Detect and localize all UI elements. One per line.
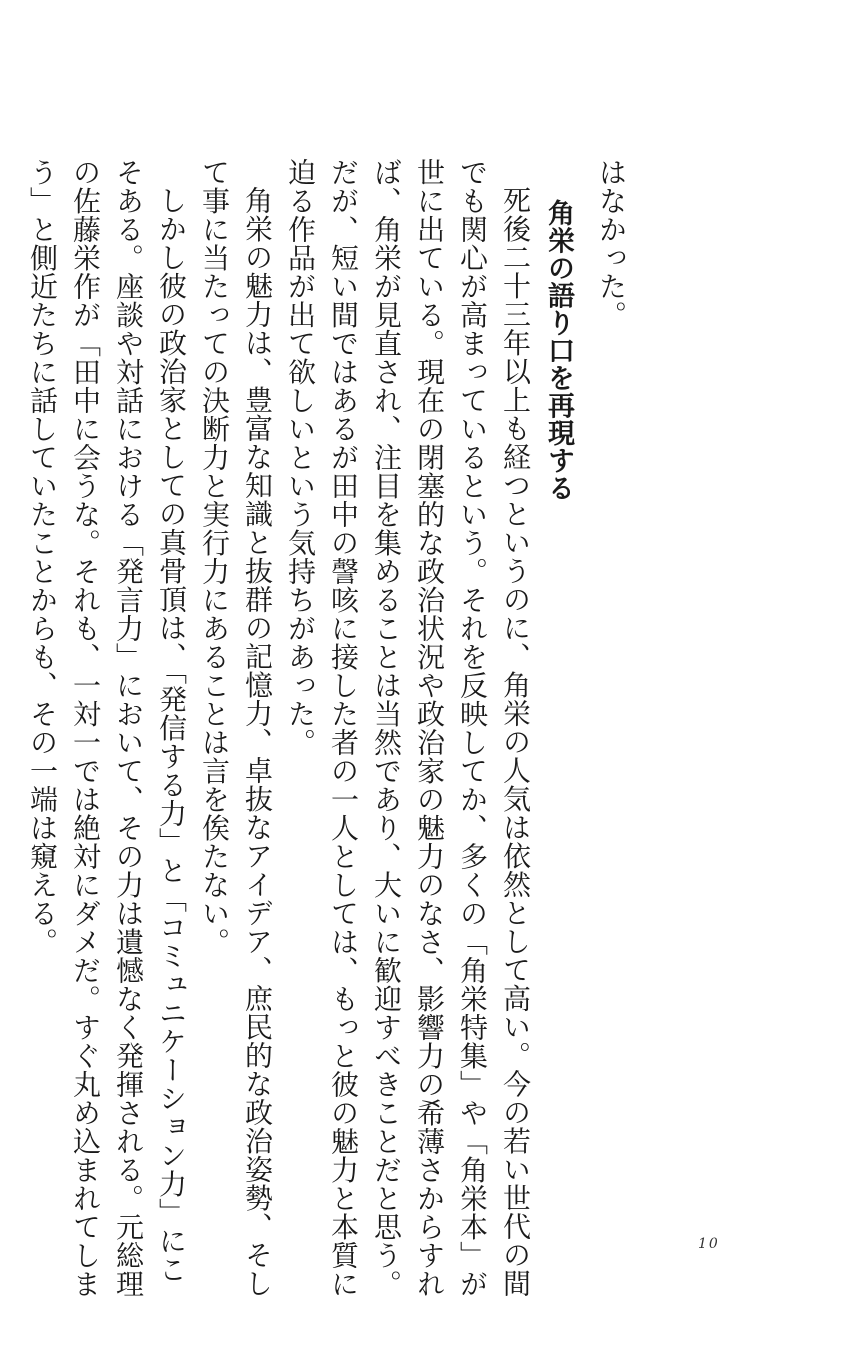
vertical-text-body [21,158,633,1298]
text-line: 迫る作品が出て欲しいという気持ちがあった。 [284,158,317,757]
section-heading: 角栄の語り口を再現する [543,198,574,501]
text-line: 角栄の魅力は、豊富な知識と抜群の記憶力、卓抜なアイデア、庶民的な政治姿勢、そし [241,186,274,1298]
text-line: そある。座談や対話における「発言力」において、その力は遺憾なく発揮される。元総理 [112,158,145,1298]
text-line: の佐藤栄作が「田中に会うな。それも、一対一では絶対にダメだ。すぐ丸め込まれてしま [69,158,102,1298]
text-line: だが、短い間ではあるが田中の謦咳に接した者の一人としては、もっと彼の魅力と本質に [327,158,360,1298]
text-line: はなかった。 [595,158,628,329]
text-line: て事に当たっての決断力と実行力にあることは言を俟たない。 [198,158,231,956]
text-line: 世に出ている。現在の閉塞的な政治状況や政治家の魅力のなさ、影響力の希薄さからすれ [413,158,446,1298]
text-line: 死後二十三年以上も経つというのに、角栄の人気は依然として高い。今の若い世代の間 [499,186,532,1298]
text-line: う」と側近たちに話していたことからも、その一端は窺える。 [26,158,59,956]
text-line: でも関心が高まっているという。それを反映してか、多くの「角栄特集」や「角栄本」が [456,158,489,1298]
text-line: ば、角栄が見直され、注目を集めることは当然であり、大いに歓迎すべきことだと思う。 [370,158,403,1298]
text-line: しかし彼の政治家としての真骨頂は、「発信する力」と「コミュニケーション力」にこ [155,186,188,1284]
page-number: 10 [698,1236,720,1252]
section-gap [580,158,590,1218]
